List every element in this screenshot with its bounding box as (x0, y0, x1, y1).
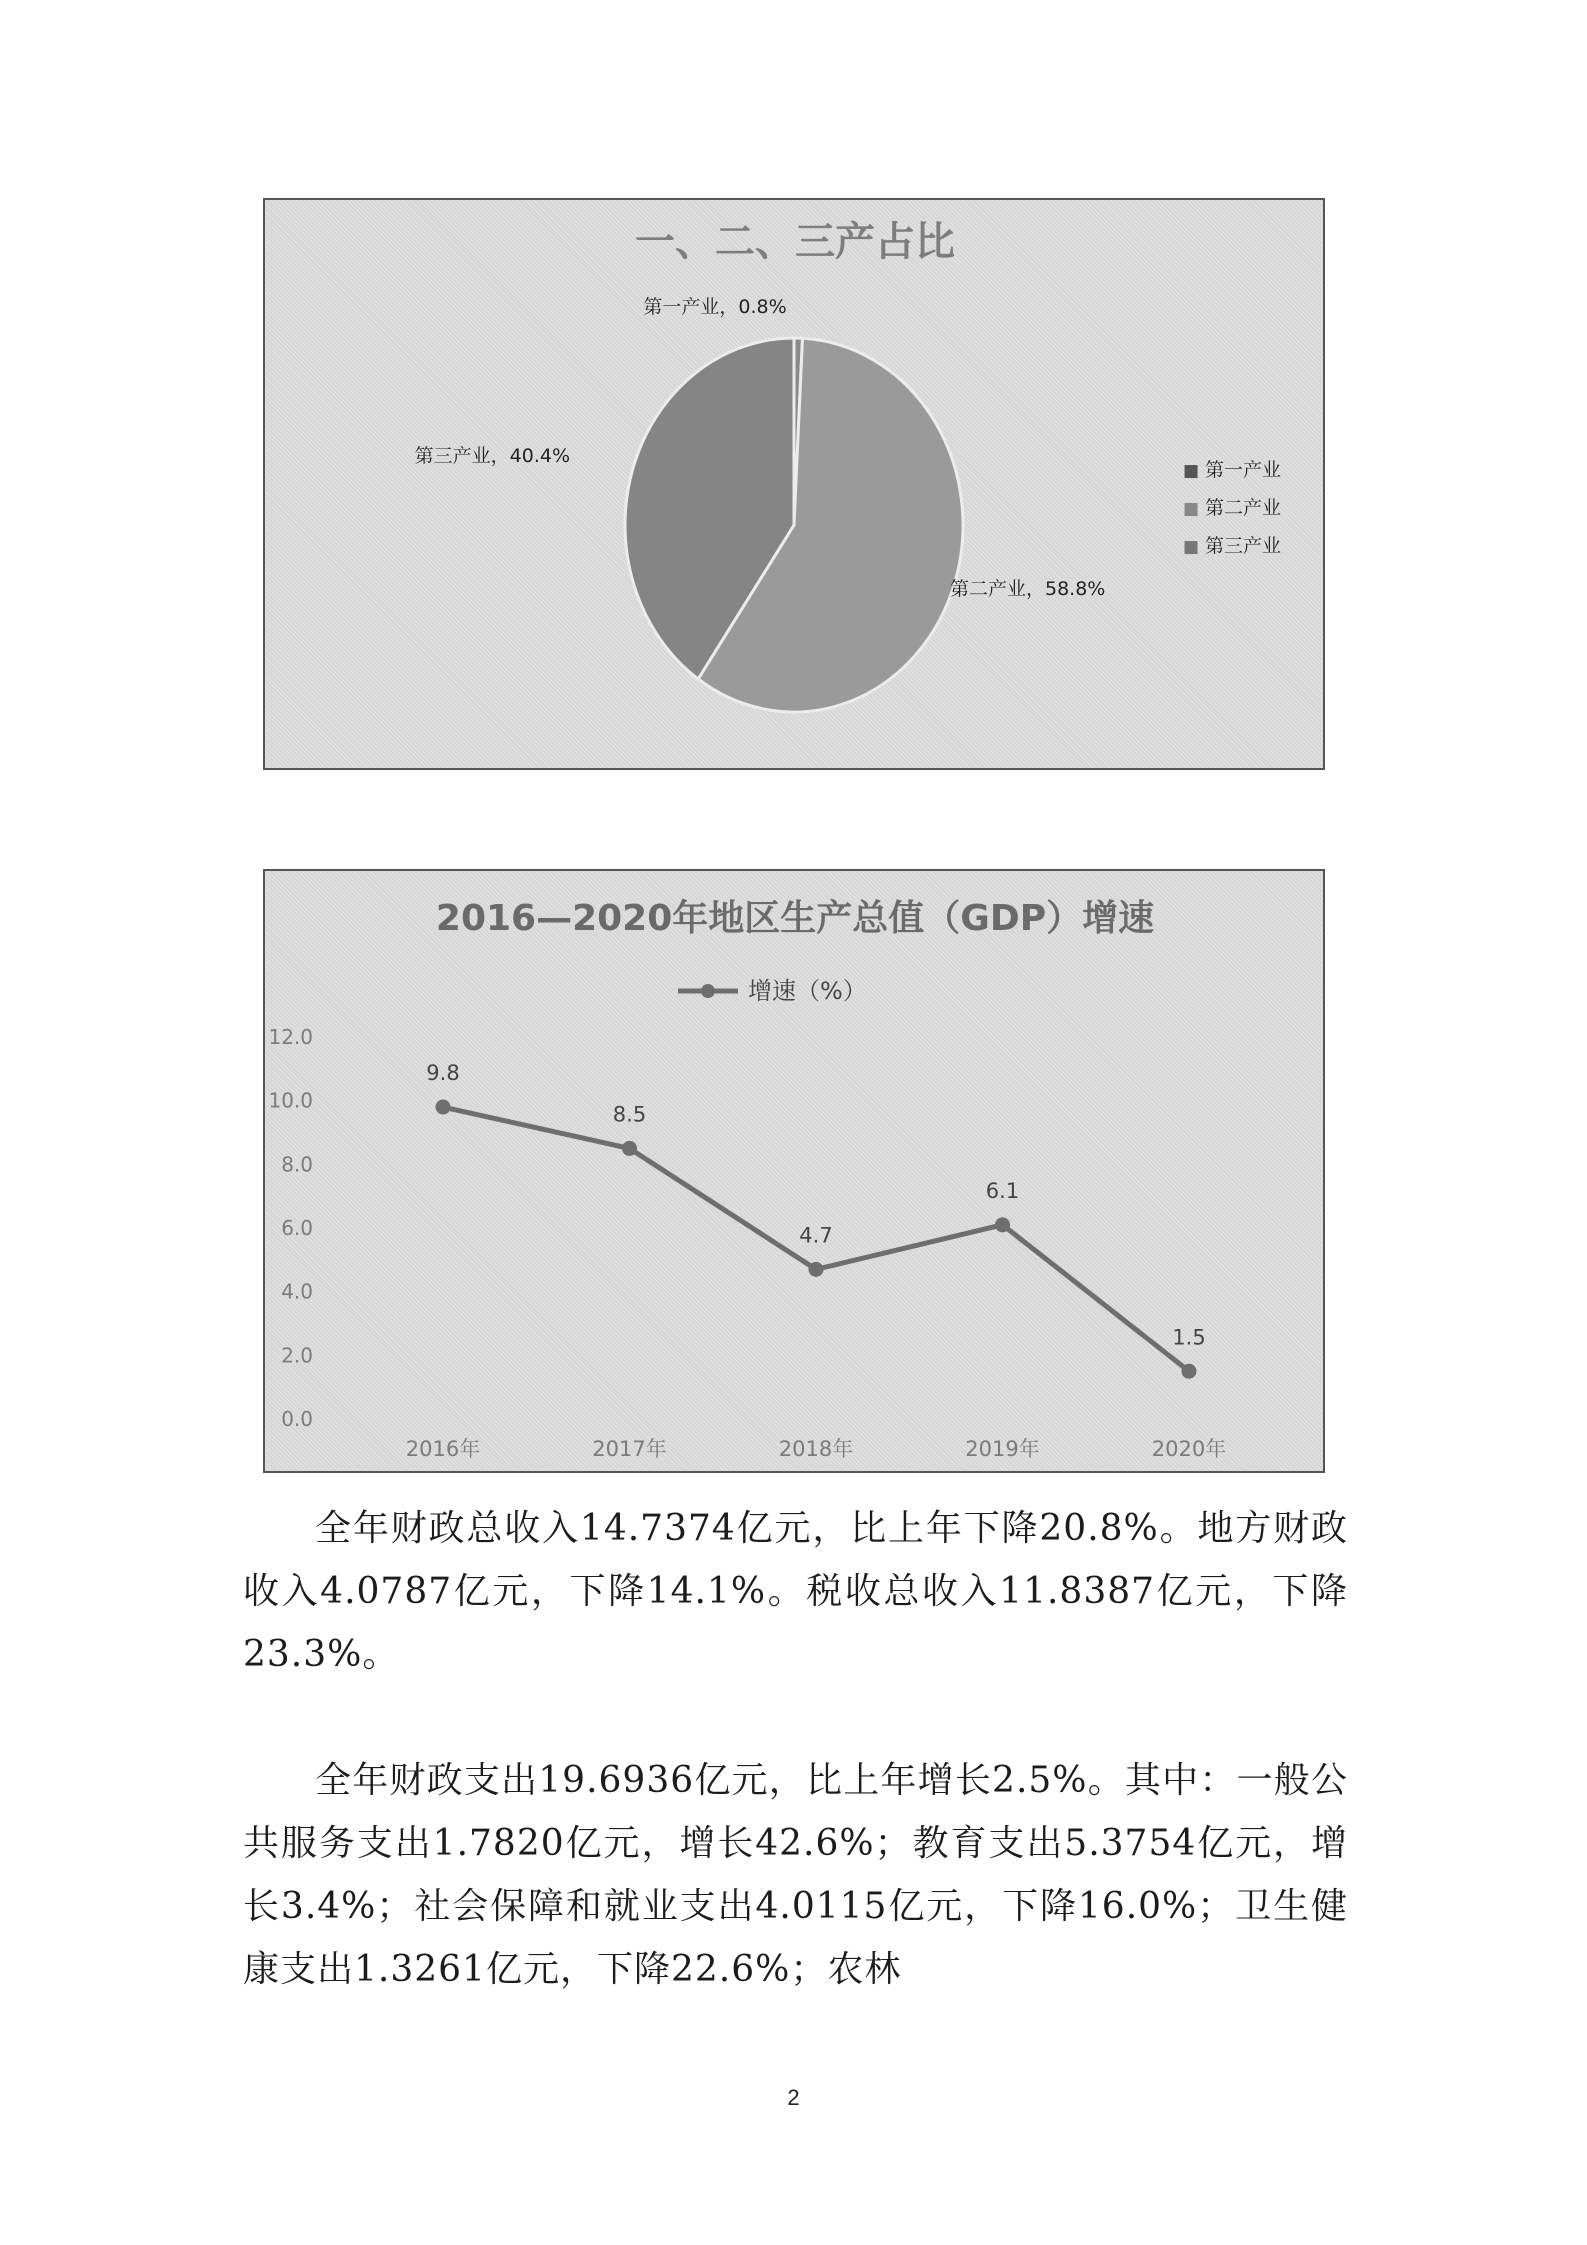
data-point (809, 1262, 824, 1277)
data-point (622, 1141, 637, 1156)
data-label: 6.1 (985, 1178, 1020, 1203)
y-tick-label: 8.0 (281, 1152, 313, 1177)
pie-legend (1183, 459, 1281, 557)
x-tick-label: 2020年 (1151, 1437, 1227, 1461)
line-chart (263, 869, 1325, 1473)
data-label: 1.5 (1172, 1325, 1206, 1350)
y-axis-ticks (268, 1025, 313, 1431)
x-tick-label: 2017年 (592, 1437, 667, 1461)
data-label: 8.5 (612, 1102, 647, 1127)
line-chart-svg (265, 871, 1323, 1471)
pie-label-tertiary: 第三产业，40.4% (414, 445, 570, 467)
paragraph-fiscal-expenditure: 全年财政支出19.6936亿元，比上年增长2.5%。其中：一般公共服务支出1.7820亿元，增长42.6%；教育支出5.3754亿元，增长3.4%；社会保障和就业支出4.0115亿元，下降16.0%；卫生健康支出1.3261亿元，下降22.6%；农林 (243, 1760, 1348, 1990)
pie-label-secondary: 第二产业，58.8% (950, 578, 1106, 600)
data-point (1182, 1364, 1197, 1379)
legend-swatch-tertiary: ■ (1183, 537, 1200, 557)
page-number: 2 (787, 2085, 800, 2110)
y-tick-label: 10.0 (268, 1088, 313, 1113)
pie-label-primary: 第一产业，0.8% (643, 296, 787, 318)
pie-chart (263, 198, 1325, 770)
x-tick-label: 2018年 (778, 1437, 854, 1461)
pie-chart-title: 一、二、三产占比 (635, 218, 955, 265)
paragraph-fiscal-revenue: 全年财政总收入14.7374亿元，比上年下降20.8%。地方财政收入4.0787亿元，下降14.1%。税收总收入11.8387亿元，下降23.3%。 (243, 1508, 1348, 1675)
y-tick-label: 0.0 (281, 1407, 313, 1431)
y-tick-label: 12.0 (268, 1025, 313, 1049)
legend-swatch-secondary: ■ (1183, 499, 1200, 519)
data-labels (426, 1061, 1205, 1349)
data-point (995, 1217, 1010, 1232)
data-point (436, 1100, 451, 1115)
data-label: 4.7 (799, 1223, 833, 1248)
x-tick-label: 2019年 (965, 1437, 1040, 1461)
line-legend-marker-dot (701, 984, 715, 998)
legend-item-tertiary: 第三产业 (1205, 535, 1282, 557)
line-legend-label: 增速（%） (748, 977, 867, 1005)
line-legend (678, 977, 867, 1005)
legend-item-secondary: 第二产业 (1205, 497, 1282, 519)
data-label: 9.8 (426, 1061, 460, 1086)
x-tick-label: 2016年 (405, 1437, 481, 1461)
pie-slices (625, 338, 963, 712)
x-axis-ticks (406, 1437, 1226, 1461)
y-tick-label: 2.0 (281, 1343, 313, 1368)
pie-chart-svg (265, 200, 1323, 768)
legend-swatch-primary: ■ (1183, 461, 1200, 481)
legend-item-primary: 第一产业 (1205, 459, 1282, 481)
y-tick-label: 6.0 (281, 1216, 313, 1240)
y-tick-label: 4.0 (281, 1279, 313, 1304)
line-chart-title: 2016—2020年地区生产总值（GDP）增速 (435, 898, 1155, 939)
